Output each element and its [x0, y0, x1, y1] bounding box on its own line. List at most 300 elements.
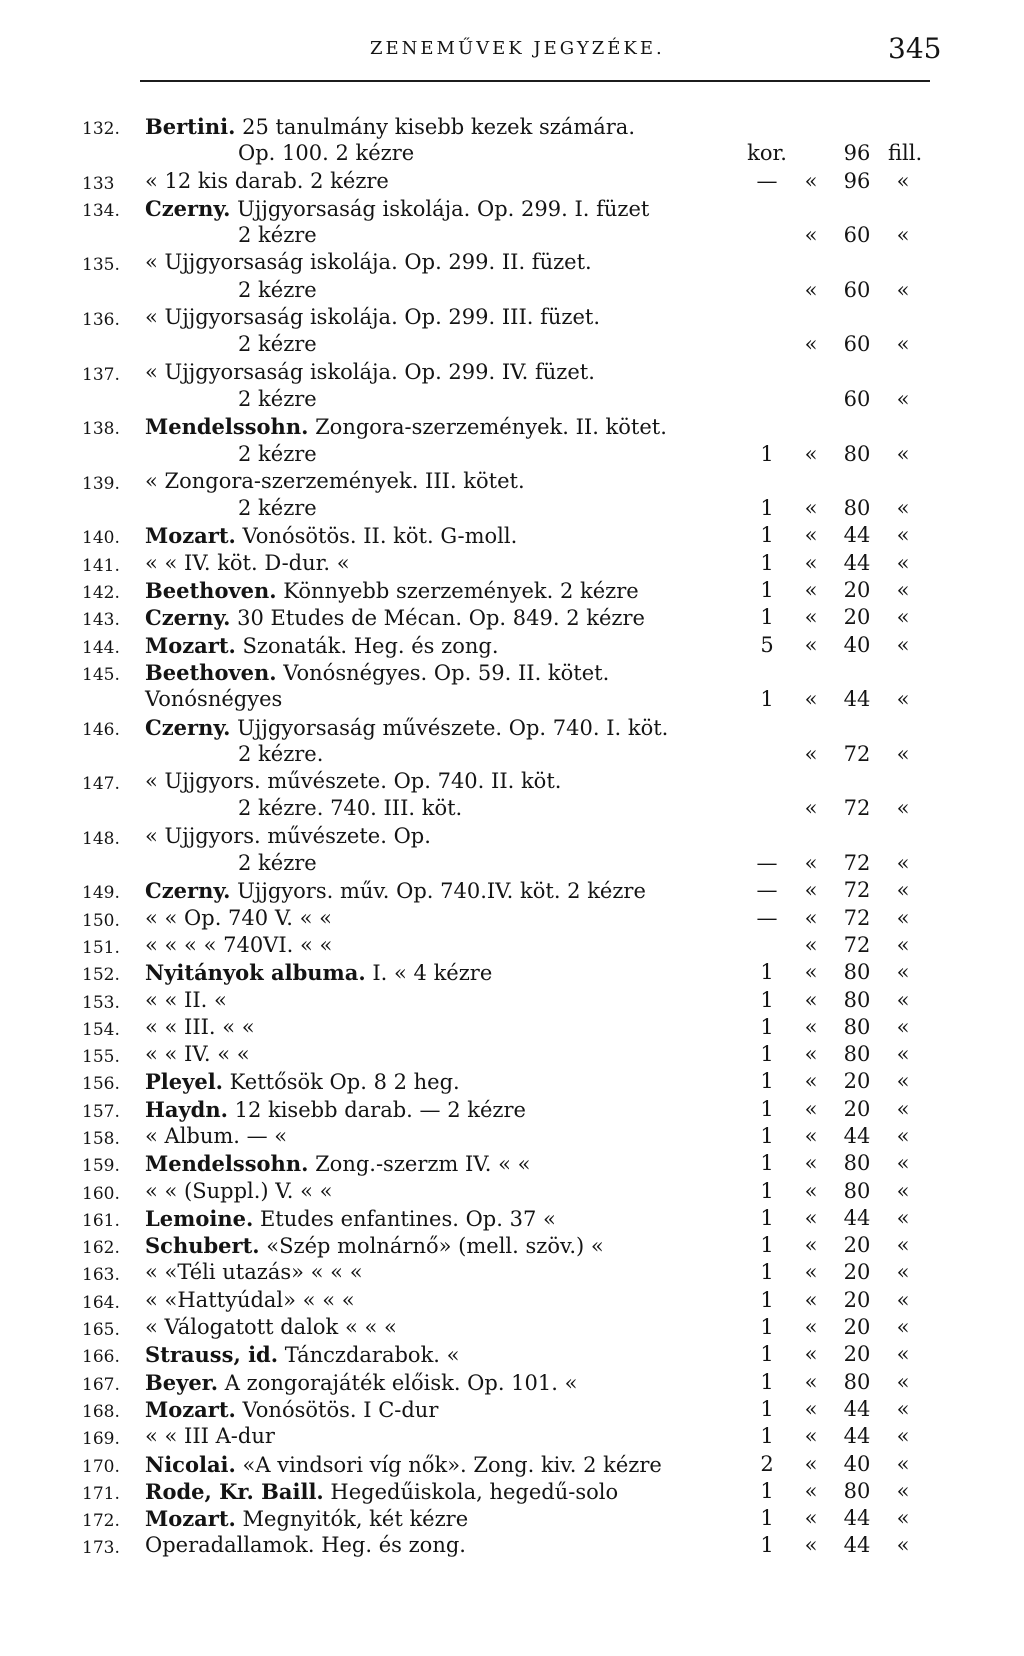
- catalogue-line: [0, 905, 1024, 932]
- price-value: 80: [843, 1151, 871, 1176]
- price-unit: 1: [760, 1014, 774, 1039]
- ditto-mark: «: [896, 332, 910, 357]
- ditto-mark: «: [804, 1233, 818, 1258]
- entry-number: 166.: [82, 1347, 120, 1368]
- price-unit: 1: [760, 1369, 774, 1394]
- entry-number: 163.: [82, 1265, 120, 1286]
- ditto-mark: «: [896, 1533, 910, 1558]
- ditto-mark: «: [804, 1342, 818, 1367]
- entry-text: 2 kézre: [238, 441, 317, 466]
- entry-text: « «Hattyúdal» « « «: [145, 1287, 355, 1312]
- entry-number: 167.: [82, 1374, 120, 1395]
- header-rule: [140, 80, 930, 82]
- catalogue-line: [0, 1259, 1024, 1286]
- entry-text: Beyer. A zongorajáték előisk. Op. 101. «: [145, 1369, 578, 1395]
- ditto-mark: «: [804, 1042, 818, 1067]
- price-value: 44: [843, 1396, 871, 1421]
- entry-number: 154.: [82, 1019, 120, 1040]
- ditto-mark: «: [804, 496, 818, 521]
- price-value: 44: [843, 1424, 871, 1449]
- ditto-mark: «: [804, 932, 818, 957]
- ditto-mark: «: [896, 687, 910, 712]
- ditto-mark: «: [804, 168, 818, 193]
- ditto-mark: «: [896, 523, 910, 548]
- ditto-mark: «: [896, 851, 910, 876]
- entry-text: « « (Suppl.) V. « «: [145, 1178, 333, 1203]
- entry-text: « «Téli utazás» « « «: [145, 1260, 363, 1285]
- entry-text: Operadallamok. Heg. és zong.: [145, 1533, 466, 1558]
- entry-number: 139.: [82, 473, 120, 494]
- ditto-mark: «: [896, 796, 910, 821]
- entry-text: 2 kézre.: [238, 741, 324, 766]
- entry-number: 136.: [82, 310, 120, 331]
- entry-number: 145.: [82, 664, 120, 685]
- page-header: [0, 32, 1024, 72]
- ditto-mark: «: [896, 550, 910, 575]
- entry-number: 172.: [82, 1511, 120, 1532]
- entry-text: Rode, Kr. Baill. Hegedűiskola, hegedű-solo: [145, 1478, 619, 1504]
- ditto-mark: «: [896, 1151, 910, 1176]
- entry-text: Mendelssohn. Zong.-szerzm IV. « «: [145, 1151, 531, 1177]
- catalogue-line: [0, 959, 1024, 986]
- entry-text: 2 kézre: [238, 851, 317, 876]
- ditto-mark: «: [804, 1533, 818, 1558]
- entry-number: 155.: [82, 1047, 120, 1068]
- entry-number: 157.: [82, 1101, 120, 1122]
- catalogue-line: [0, 1096, 1024, 1123]
- ditto-mark: «: [896, 1478, 910, 1503]
- price-value: 72: [843, 741, 871, 766]
- entry-text: « « IV. köt. D-dur. «: [145, 550, 350, 575]
- entry-number: 134.: [82, 200, 120, 221]
- entry-text: Pleyel. Kettősök Op. 8 2 heg.: [145, 1069, 460, 1095]
- entry-text: « Ujjgyorsaság iskolája. Op. 299. IV. füzet.: [145, 359, 595, 384]
- price-value: 72: [843, 851, 871, 876]
- ditto-mark: «: [896, 496, 910, 521]
- entry-text: Beethoven. Könnyebb szerzemények. 2 kézre: [145, 578, 639, 604]
- ditto-mark: «: [804, 1178, 818, 1203]
- catalogue-line: [0, 468, 1024, 495]
- price-unit: 2: [760, 1451, 774, 1476]
- catalogue-line: [0, 1314, 1024, 1341]
- price-unit: 1: [760, 1533, 774, 1558]
- price-value: 20: [843, 1342, 871, 1367]
- catalogue-line: [0, 1369, 1024, 1396]
- catalogue-line: [0, 1532, 1024, 1559]
- ditto-mark: «: [896, 1451, 910, 1476]
- catalogue-line: [0, 304, 1024, 331]
- catalogue-line: [0, 249, 1024, 276]
- catalogue-line: [0, 1232, 1024, 1259]
- entry-number: 156.: [82, 1074, 120, 1095]
- ditto-mark: «: [896, 578, 910, 603]
- ditto-mark: «: [896, 1123, 910, 1148]
- entry-number: 162.: [82, 1238, 120, 1259]
- entry-number: 170.: [82, 1456, 120, 1477]
- ditto-mark: «: [804, 1315, 818, 1340]
- entry-text: « Ujjgyors. művészete. Op. 740. II. köt.: [145, 769, 562, 794]
- entry-text: Czerny. Ujjgyorsaság művészete. Op. 740. I. köt.: [145, 714, 669, 740]
- price-value: 44: [843, 687, 871, 712]
- catalogue-line: [0, 987, 1024, 1014]
- ditto-mark: «: [804, 1096, 818, 1121]
- ditto-mark: «: [804, 987, 818, 1012]
- ditto-mark: «: [896, 1396, 910, 1421]
- catalogue-line: [0, 577, 1024, 604]
- page-number: 345: [888, 32, 942, 65]
- ditto-mark: «: [896, 1506, 910, 1531]
- price-unit: 1: [760, 1069, 774, 1094]
- ditto-mark: «: [896, 1315, 910, 1340]
- price-value: 96: [843, 141, 871, 166]
- entry-text: Lemoine. Etudes enfantines. Op. 37 «: [145, 1205, 556, 1231]
- catalogue-line: [0, 741, 1024, 768]
- entry-text: Czerny. 30 Etudes de Mécan. Op. 849. 2 kézre: [145, 605, 645, 631]
- entry-number: 133: [82, 173, 115, 194]
- catalogue-line: [0, 1423, 1024, 1450]
- price-unit: 1: [760, 578, 774, 603]
- catalogue-line: [0, 359, 1024, 386]
- entry-text: Mozart. Megnyitók, két kézre: [145, 1506, 469, 1532]
- entry-number: 152.: [82, 965, 120, 986]
- catalogue-line: [0, 1205, 1024, 1232]
- entry-number: 147.: [82, 774, 120, 795]
- price-unit: 1: [760, 441, 774, 466]
- ditto-mark: «: [896, 905, 910, 930]
- catalogue-line: [0, 1041, 1024, 1068]
- entry-text: Mozart. Vonósötös. II. köt. G-moll.: [145, 523, 518, 549]
- entry-number: 137.: [82, 364, 120, 385]
- price-value: 80: [843, 441, 871, 466]
- ditto-mark: «: [804, 1424, 818, 1449]
- ditto-mark: «: [804, 605, 818, 630]
- price-unit: —: [756, 905, 778, 930]
- price-unit: kor.: [747, 141, 787, 166]
- ditto-mark: «: [804, 632, 818, 657]
- price-value: 44: [843, 1205, 871, 1230]
- ditto-mark: «: [804, 523, 818, 548]
- catalogue-line: [0, 1014, 1024, 1041]
- ditto-mark: «: [896, 878, 910, 903]
- catalogue-line: [0, 522, 1024, 549]
- catalogue-line: [0, 850, 1024, 877]
- price-value: 44: [843, 550, 871, 575]
- ditto-mark: «: [896, 1205, 910, 1230]
- ditto-mark: «: [804, 1478, 818, 1503]
- entry-number: 142.: [82, 583, 120, 604]
- price-value: 80: [843, 1369, 871, 1394]
- price-value: 44: [843, 1123, 871, 1148]
- price-value: 60: [843, 277, 871, 302]
- price-value: 44: [843, 523, 871, 548]
- entry-text: Schubert. «Szép molnárnő» (mell. szöv.) «: [145, 1233, 604, 1259]
- price-value: 20: [843, 1260, 871, 1285]
- ditto-mark: «: [804, 223, 818, 248]
- entry-number: 165.: [82, 1320, 120, 1341]
- price-value: 96: [843, 168, 871, 193]
- entry-number: 153.: [82, 992, 120, 1013]
- price-unit: 1: [760, 1178, 774, 1203]
- ditto-mark: «: [896, 1260, 910, 1285]
- entry-text: Mozart. Vonósötös. I C-dur: [145, 1396, 439, 1422]
- price-value: 20: [843, 605, 871, 630]
- entry-text: « « III A-dur: [145, 1424, 275, 1449]
- catalogue-line: [0, 1150, 1024, 1177]
- entry-number: 144.: [82, 637, 120, 658]
- ditto-mark: «: [804, 332, 818, 357]
- ditto-mark: «: [896, 1424, 910, 1449]
- catalogue-line: [0, 604, 1024, 631]
- catalogue-line: [0, 222, 1024, 249]
- catalogue-line: [0, 795, 1024, 822]
- entry-text: Nyitányok albuma. I. « 4 kézre: [145, 960, 493, 986]
- ditto-mark: «: [804, 1396, 818, 1421]
- catalogue-line: [0, 140, 1024, 167]
- entry-number: 138.: [82, 419, 120, 440]
- entry-text: Nicolai. «A vindsori víg nők». Zong. kiv. 2 kézre: [145, 1451, 662, 1477]
- ditto-mark: «: [804, 1069, 818, 1094]
- entry-number: 148.: [82, 828, 120, 849]
- ditto-mark: «: [804, 578, 818, 603]
- price-unit: 1: [760, 496, 774, 521]
- entry-number: 158.: [82, 1128, 120, 1149]
- catalogue-line: [0, 877, 1024, 904]
- entry-number: 135.: [82, 255, 120, 276]
- price-unit: 1: [760, 960, 774, 985]
- price-unit: 1: [760, 1260, 774, 1285]
- entry-text: Vonósnégyes: [145, 687, 283, 712]
- entry-number: 143.: [82, 610, 120, 631]
- ditto-mark: «: [804, 960, 818, 985]
- price-unit: 1: [760, 1506, 774, 1531]
- entry-text: Haydn. 12 kisebb darab. — 2 kézre: [145, 1096, 526, 1122]
- entry-text: « « « « 740VI. « «: [145, 932, 333, 957]
- entry-text: Bertini. 25 tanulmány kisebb kezek számára.: [145, 114, 635, 139]
- entry-text: 2 kézre: [238, 496, 317, 521]
- price-unit: 1: [760, 1396, 774, 1421]
- running-title: ZENEMŰVEK JEGYZÉKE.: [370, 38, 665, 59]
- catalogue-line: [0, 550, 1024, 577]
- price-unit: 1: [760, 1151, 774, 1176]
- price-unit: —: [756, 878, 778, 903]
- price-unit: 1: [760, 1123, 774, 1148]
- ditto-mark: «: [804, 277, 818, 302]
- catalogue-line: [0, 1505, 1024, 1532]
- entry-number: 173.: [82, 1538, 120, 1559]
- catalogue-line: [0, 1123, 1024, 1150]
- catalogue-line: [0, 1341, 1024, 1368]
- entry-number: 164.: [82, 1292, 120, 1313]
- entry-number: 150.: [82, 910, 120, 931]
- entry-number: 141.: [82, 555, 120, 576]
- ditto-mark: «: [896, 1014, 910, 1039]
- ditto-mark: «: [896, 1233, 910, 1258]
- entry-text: 2 kézre: [238, 223, 317, 248]
- ditto-mark: «: [896, 1096, 910, 1121]
- entry-text: 2 kézre: [238, 332, 317, 357]
- entry-text: Op. 100. 2 kézre: [238, 141, 415, 166]
- price-value: 20: [843, 1233, 871, 1258]
- catalogue-line: [0, 277, 1024, 304]
- catalogue-line: [0, 768, 1024, 795]
- ditto-mark: «: [896, 168, 910, 193]
- ditto-mark: «: [896, 741, 910, 766]
- catalogue-line: [0, 113, 1024, 140]
- catalogue-line: [0, 168, 1024, 195]
- ditto-mark: «: [804, 796, 818, 821]
- entry-text: Beethoven. Vonósnégyes. Op. 59. II. kötet.: [145, 659, 610, 685]
- entry-number: 171.: [82, 1483, 120, 1504]
- price-unit: 1: [760, 1424, 774, 1449]
- ditto-mark: «: [804, 741, 818, 766]
- ditto-mark: «: [896, 223, 910, 248]
- price-value: 20: [843, 1287, 871, 1312]
- entry-text: Czerny. Ujjgyors. műv. Op. 740.IV. köt. 2 kézre: [145, 878, 646, 904]
- entry-text: « « III. « «: [145, 1014, 255, 1039]
- ditto-mark: «: [896, 1042, 910, 1067]
- ditto-mark: «: [896, 386, 910, 411]
- price-value: 60: [843, 332, 871, 357]
- catalogue-line: [0, 1178, 1024, 1205]
- price-value: 80: [843, 1014, 871, 1039]
- ditto-mark: «: [804, 1451, 818, 1476]
- price-value: 44: [843, 1533, 871, 1558]
- price-value: 20: [843, 1096, 871, 1121]
- price-unit: 1: [760, 523, 774, 548]
- price-value: 60: [843, 386, 871, 411]
- entry-text: « Zongora-szerzemények. III. kötet.: [145, 468, 525, 493]
- catalogue-line: [0, 1451, 1024, 1478]
- price-unit: 1: [760, 605, 774, 630]
- price-unit: 1: [760, 1205, 774, 1230]
- entry-text: Mendelssohn. Zongora-szerzemények. II. kötet.: [145, 414, 667, 440]
- entry-text: « « Op. 740 V. « «: [145, 905, 333, 930]
- catalogue-line: [0, 823, 1024, 850]
- price-value: 20: [843, 1315, 871, 1340]
- entry-number: 160.: [82, 1183, 120, 1204]
- entry-text: Mozart. Szonaták. Heg. és zong.: [145, 632, 499, 658]
- catalogue-line: [0, 932, 1024, 959]
- ditto-mark: «: [804, 687, 818, 712]
- price-value: 80: [843, 1178, 871, 1203]
- price-unit: 1: [760, 1096, 774, 1121]
- entry-number: 169.: [82, 1429, 120, 1450]
- price-value: 20: [843, 578, 871, 603]
- ditto-mark: «: [896, 605, 910, 630]
- ditto-mark: «: [804, 1369, 818, 1394]
- price-value: 20: [843, 1069, 871, 1094]
- price-value: 40: [843, 1451, 871, 1476]
- price-unit: 1: [760, 1478, 774, 1503]
- ditto-mark: «: [804, 851, 818, 876]
- catalogue-line: [0, 659, 1024, 686]
- price-unit: 1: [760, 1342, 774, 1367]
- ditto-mark: «: [896, 1369, 910, 1394]
- ditto-mark: «: [896, 1342, 910, 1367]
- ditto-mark: «: [804, 1287, 818, 1312]
- price-value: 80: [843, 1478, 871, 1503]
- price-unit: 1: [760, 1315, 774, 1340]
- price-unit: 1: [760, 550, 774, 575]
- catalogue-line: [0, 495, 1024, 522]
- entry-number: 168.: [82, 1401, 120, 1422]
- catalogue-line: [0, 714, 1024, 741]
- catalogue-line: [0, 686, 1024, 713]
- ditto-mark: «: [804, 1123, 818, 1148]
- entry-text: « « II. «: [145, 987, 227, 1012]
- entry-text: « Válogatott dalok « « «: [145, 1315, 397, 1340]
- price-value: 80: [843, 496, 871, 521]
- price-value: 40: [843, 632, 871, 657]
- price-unit: 1: [760, 1042, 774, 1067]
- catalogue-line: [0, 413, 1024, 440]
- ditto-mark: «: [804, 1014, 818, 1039]
- entry-text: 2 kézre: [238, 277, 317, 302]
- entry-number: 151.: [82, 937, 120, 958]
- entry-number: 140.: [82, 528, 120, 549]
- catalogue-list: [0, 113, 1024, 1560]
- entry-text: « Album. — «: [145, 1123, 288, 1148]
- ditto-mark: «: [804, 905, 818, 930]
- entry-text: Strauss, id. Tánczdarabok. «: [145, 1342, 460, 1368]
- price-value: 60: [843, 223, 871, 248]
- price-value: 72: [843, 796, 871, 821]
- ditto-mark: «: [804, 1205, 818, 1230]
- ditto-mark: «: [896, 441, 910, 466]
- ditto-mark: «: [804, 441, 818, 466]
- price-value: 72: [843, 905, 871, 930]
- entry-number: 132.: [82, 119, 120, 139]
- entry-text: « Ujjgyors. művészete. Op.: [145, 823, 431, 848]
- catalogue-line: [0, 331, 1024, 358]
- catalogue-line: [0, 195, 1024, 222]
- ditto-mark: «: [896, 960, 910, 985]
- ditto-mark: «: [804, 1260, 818, 1285]
- entry-number: 159.: [82, 1156, 120, 1177]
- price-value: 72: [843, 878, 871, 903]
- ditto-mark: «: [896, 632, 910, 657]
- catalogue-line: [0, 1396, 1024, 1423]
- ditto-mark: «: [896, 932, 910, 957]
- price-value: 44: [843, 1506, 871, 1531]
- price-unit: 1: [760, 1233, 774, 1258]
- entry-text: « Ujjgyorsaság iskolája. Op. 299. II. füzet.: [145, 250, 592, 275]
- catalogue-line: [0, 386, 1024, 413]
- entry-text: « 12 kis darab. 2 kézre: [145, 168, 389, 193]
- ditto-mark: «: [896, 277, 910, 302]
- entry-text: Czerny. Ujjgyorsaság iskolája. Op. 299. I. füzet: [145, 195, 650, 221]
- ditto-mark: «: [896, 1178, 910, 1203]
- entry-text: 2 kézre. 740. III. köt.: [238, 796, 463, 821]
- catalogue-line: [0, 441, 1024, 468]
- price-unit: 5: [760, 632, 774, 657]
- entry-number: 149.: [82, 883, 120, 904]
- entry-text: « « IV. « «: [145, 1042, 250, 1067]
- ditto-mark: «: [804, 1506, 818, 1531]
- entry-number: 161.: [82, 1210, 120, 1231]
- price-value: 72: [843, 932, 871, 957]
- price-value: 80: [843, 987, 871, 1012]
- ditto-mark: «: [896, 1069, 910, 1094]
- ditto-mark: «: [804, 878, 818, 903]
- catalogue-line: [0, 1068, 1024, 1095]
- price-unit: —: [756, 168, 778, 193]
- ditto-mark: «: [804, 1151, 818, 1176]
- entry-number: 146.: [82, 719, 120, 740]
- price-value: 80: [843, 960, 871, 985]
- price-unit: 1: [760, 987, 774, 1012]
- entry-text: 2 kézre: [238, 386, 317, 411]
